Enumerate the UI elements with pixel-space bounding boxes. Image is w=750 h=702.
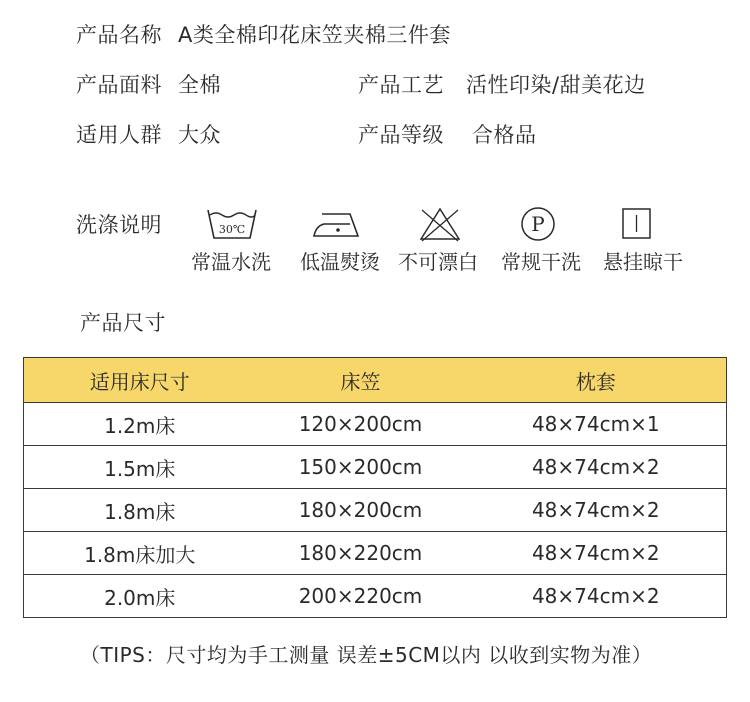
- cell-fitted-sheet: 120×200cm: [256, 403, 466, 446]
- svg-text:30℃: 30℃: [218, 223, 246, 236]
- svg-text:P: P: [531, 212, 545, 236]
- tips-note: （TIPS：尺寸均为手工测量 误差±5CM以内 以收到实物为准）: [80, 643, 653, 667]
- dry-clean-p-icon: [518, 206, 558, 242]
- care-title: 洗涤说明: [76, 213, 162, 237]
- product-grade-label: 产品等级: [358, 123, 444, 147]
- cell-fitted-sheet: 200×220cm: [256, 575, 466, 618]
- product-fabric-value: 全棉: [178, 73, 221, 97]
- product-audience-label: 适用人群: [76, 123, 162, 147]
- cell-bed-size: 1.8m床: [24, 489, 256, 532]
- cell-fitted-sheet: 150×200cm: [256, 446, 466, 489]
- care-label-dryclean: 常规干洗: [501, 250, 581, 274]
- cell-fitted-sheet: 180×220cm: [256, 532, 466, 575]
- size-title: 产品尺寸: [80, 311, 166, 335]
- care-label-bleach: 不可漂白: [398, 250, 478, 274]
- wash-30-icon: [206, 206, 246, 242]
- table-row: [24, 489, 727, 532]
- product-fabric-label: 产品面料: [76, 73, 162, 97]
- size-table: [23, 357, 727, 618]
- cell-fitted-sheet: 180×200cm: [256, 489, 466, 532]
- cell-bed-size: 1.5m床: [24, 446, 256, 489]
- header-pillowcase: 枕套: [466, 358, 727, 403]
- cell-pillowcase: 48×74cm×2: [466, 489, 727, 532]
- cell-bed-size: 1.2m床: [24, 403, 256, 446]
- cell-bed-size: 1.8m床加大: [24, 532, 256, 575]
- product-craft-label: 产品工艺: [358, 73, 444, 97]
- cell-pillowcase: 48×74cm×2: [466, 575, 727, 618]
- line-dry-icon: [620, 206, 660, 242]
- header-bed-size: 适用床尺寸: [24, 358, 256, 403]
- product-grade-value: 合格品: [472, 123, 537, 147]
- care-label-iron: 低温熨烫: [300, 250, 380, 274]
- table-row: [24, 446, 727, 489]
- product-name-label: 产品名称: [76, 23, 162, 47]
- header-fitted-sheet: 床笠: [256, 358, 466, 403]
- table-header-row: [24, 358, 727, 403]
- table-row: [24, 403, 727, 446]
- cell-pillowcase: 48×74cm×2: [466, 532, 727, 575]
- cell-pillowcase: 48×74cm×2: [466, 446, 727, 489]
- care-label-wash: 常温水洗: [191, 250, 271, 274]
- table-row: [24, 532, 727, 575]
- product-name-value: A类全棉印花床笠夹棉三件套: [178, 23, 451, 47]
- no-bleach-icon: [418, 206, 458, 242]
- iron-low-icon: [310, 206, 350, 242]
- cell-pillowcase: 48×74cm×1: [466, 403, 727, 446]
- product-craft-value: 活性印染/甜美花边: [466, 73, 646, 97]
- table-row: [24, 575, 727, 618]
- care-label-linedry: 悬挂晾干: [603, 250, 683, 274]
- product-audience-value: 大众: [178, 123, 221, 147]
- cell-bed-size: 2.0m床: [24, 575, 256, 618]
